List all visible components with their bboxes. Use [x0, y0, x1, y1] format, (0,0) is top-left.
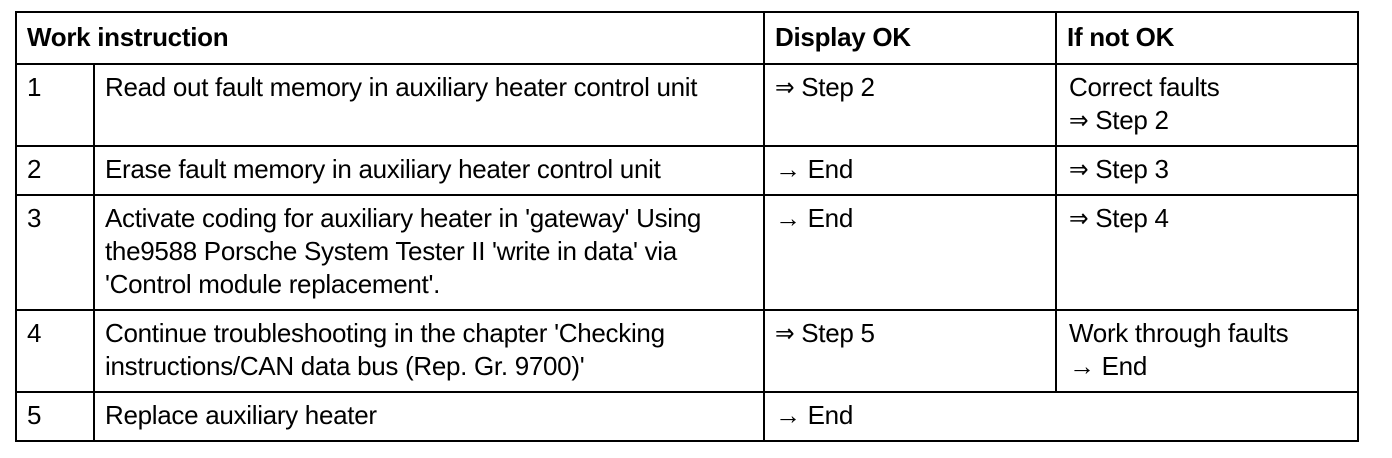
header-work-instruction: Work instruction [16, 12, 764, 64]
table-row [16, 195, 1358, 310]
if-not-ok-line1: ⇒ Step 3 [1069, 154, 1169, 184]
header-if-not-ok: If not OK [1056, 12, 1358, 64]
step-display-ok: → End [764, 392, 1358, 441]
if-not-ok-line1: ⇒ Step 4 [1069, 203, 1169, 233]
step-instruction: Replace auxiliary heater [94, 392, 764, 441]
step-display-ok: → End [764, 195, 1056, 310]
table-row [16, 146, 1358, 195]
table-row [16, 64, 1358, 146]
step-instruction: Erase fault memory in auxiliary heater control unit [94, 146, 764, 195]
step-if-not-ok [1056, 64, 1358, 146]
if-not-ok-line2: ⇒ Step 2 [1069, 105, 1169, 135]
table-row [16, 310, 1358, 392]
step-number: 1 [16, 64, 94, 146]
step-number: 2 [16, 146, 94, 195]
table-header-row [16, 12, 1358, 64]
header-display-ok: Display OK [764, 12, 1056, 64]
if-not-ok-line2: → End [1069, 351, 1148, 381]
step-display-ok: ⇒ Step 5 [764, 310, 1056, 392]
if-not-ok-line1: Work through faults [1069, 318, 1289, 348]
step-instruction: Continue troubleshooting in the chapter 'Checking instructions/CAN data bus (Rep. Gr. 9700)' [94, 310, 764, 392]
step-number: 3 [16, 195, 94, 310]
table-row [16, 392, 1358, 441]
step-display-ok: ⇒ Step 2 [764, 64, 1056, 146]
step-if-not-ok [1056, 195, 1358, 310]
step-instruction: Activate coding for auxiliary heater in 'gateway' Using the9588 Porsche System Tester II 'write in data' via 'Control module replacement'. [94, 195, 764, 310]
step-instruction: Read out fault memory in auxiliary heater control unit [94, 64, 764, 146]
work-instruction-table [15, 11, 1359, 442]
step-number: 4 [16, 310, 94, 392]
step-if-not-ok [1056, 310, 1358, 392]
step-display-ok: → End [764, 146, 1056, 195]
step-number: 5 [16, 392, 94, 441]
if-not-ok-line1: Correct faults [1069, 72, 1220, 102]
step-if-not-ok [1056, 146, 1358, 195]
